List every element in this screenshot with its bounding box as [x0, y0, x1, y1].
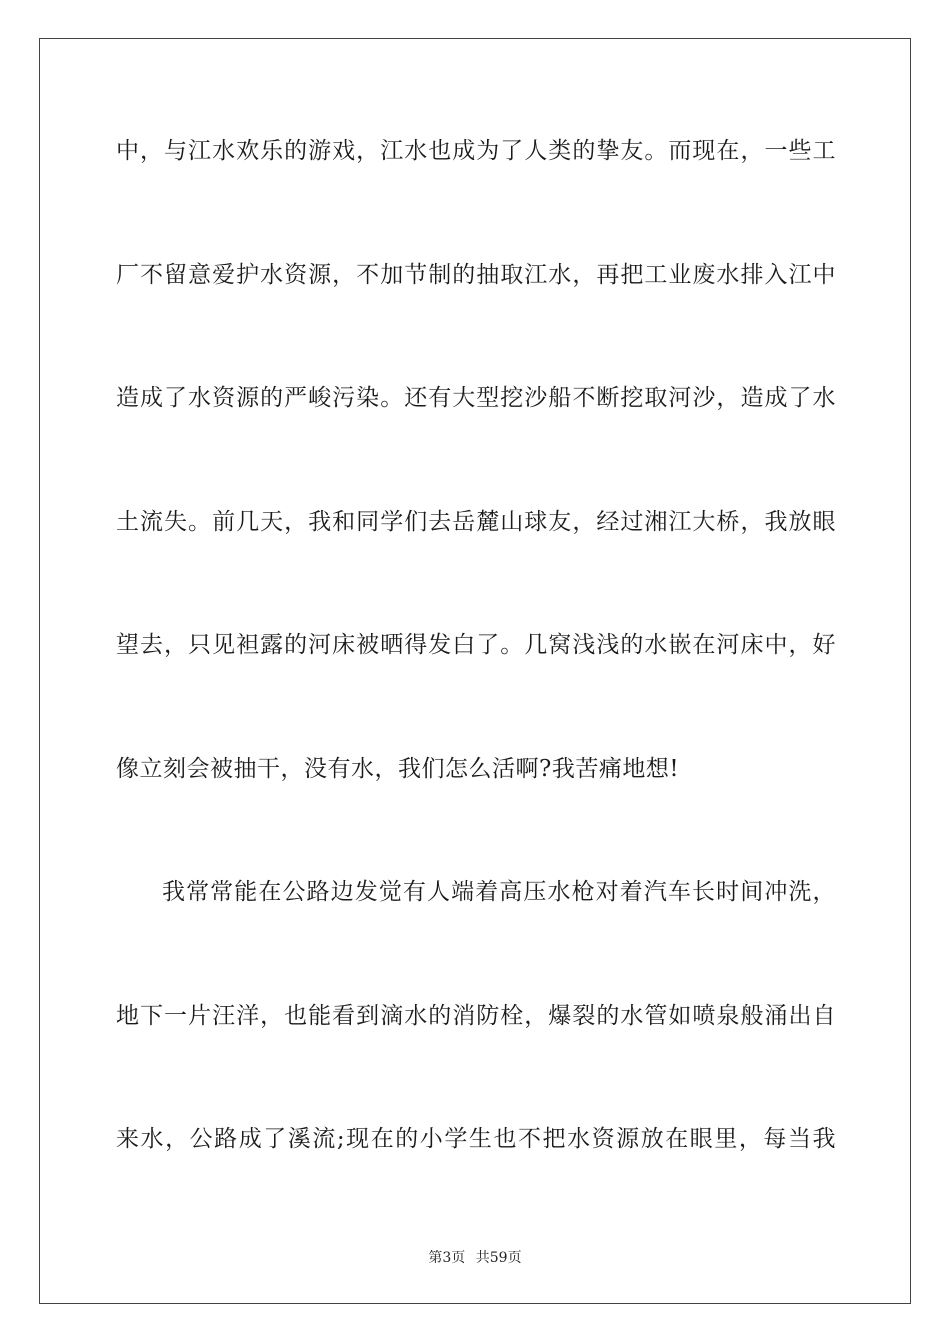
text-line-2: 厂不留意爱护水资源，不加节制的抽取江水，再把工业废水排入江中 — [116, 261, 836, 288]
text-line-6: 像立刻会被抽干，没有水，我们怎么活啊?我苦痛地想! — [116, 755, 680, 782]
text-line-4: 土流失。前几天，我和同学们去岳麓山球友，经过湘江大桥，我放眼 — [116, 508, 836, 535]
text-line-3: 造成了水资源的严峻污染。还有大型挖沙船不断挖取河沙，造成了水 — [116, 385, 836, 411]
total-pages: 共59页 — [475, 1250, 522, 1266]
document-body — [116, 128, 836, 1240]
text-line-5: 望去，只见袒露的河床被晒得发白了。几窝浅浅的水嵌在河床中，好 — [116, 632, 836, 658]
page-footer — [0, 1247, 950, 1267]
text-line-9: 来水，公路成了溪流;现在的小学生也不把水资源放在眼里，每当我 — [116, 1126, 836, 1152]
text-line-8: 地下一片汪洋，也能看到滴水的消防栓，爆裂的水管如喷泉般涌出自 — [116, 1002, 836, 1029]
text-line-7: 我常常能在公路边发觉有人端着高压水枪对着汽车长时间冲洗， — [162, 879, 836, 905]
page-number: 第3页 — [428, 1250, 466, 1266]
text-line-1: 中，与江水欢乐的游戏，江水也成为了人类的挚友。而现在，一些工 — [116, 138, 836, 164]
